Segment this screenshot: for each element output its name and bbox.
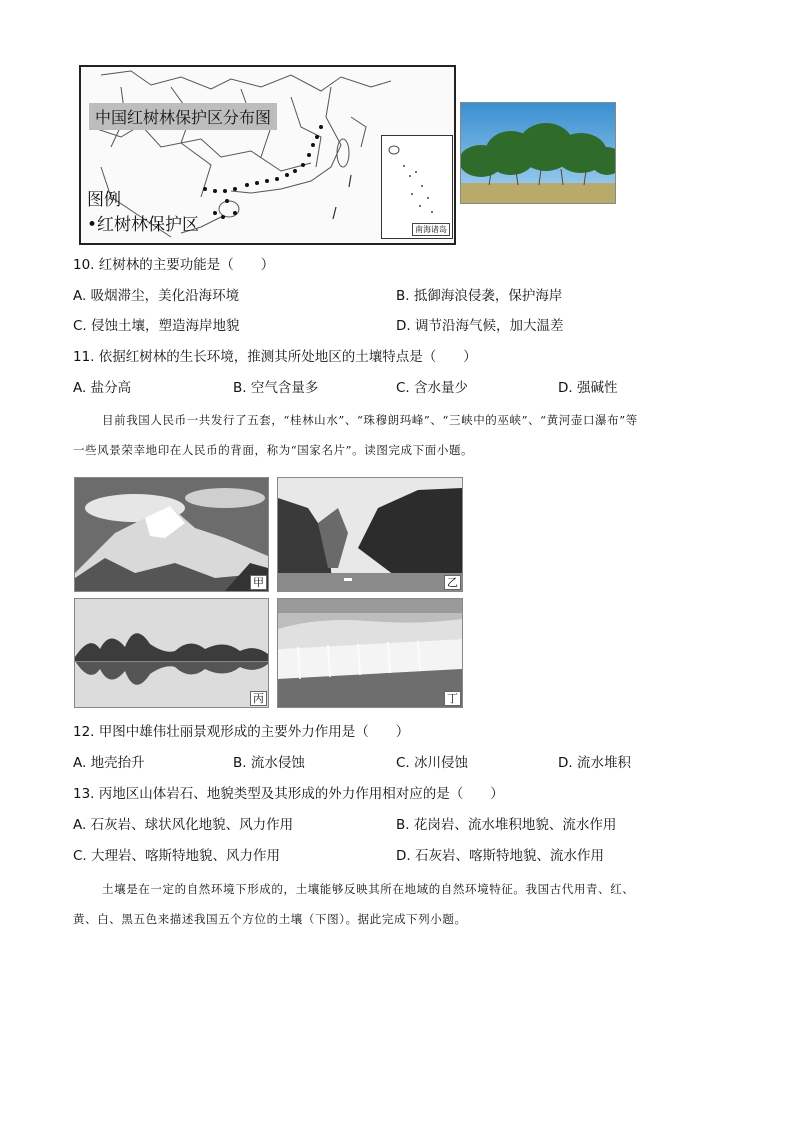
question-10-option-b[interactable]: B. 抵御海浪侵袭，保护海岸 (396, 288, 563, 304)
question-11-option-b[interactable]: B. 空气含量多 (233, 380, 319, 396)
legend-title: 图例 (87, 190, 121, 210)
question-10-option-c[interactable]: C. 侵蚀土壤，塑造海岸地貌 (73, 318, 240, 334)
legend-item-mangrove-reserve: •红树林保护区 (87, 215, 200, 235)
question-12-option-d[interactable]: D. 流水堆积 (558, 755, 631, 771)
map-title: 中国红树林保护区分布图 (89, 103, 277, 130)
question-13-option-a[interactable]: A. 石灰岩、球状风化地貌、风力作用 (73, 817, 294, 833)
photo-label-ding: 丁 (444, 691, 461, 706)
question-11-stem: 11. 依据红树林的生长环境，推测其所处地区的土壤特点是（ ） (73, 349, 477, 365)
photo-ding-graphic (278, 599, 462, 707)
passage-1-line-1: 目前我国人民币一共发行了五套，“桂林山水”、“珠穆朗玛峰”、“三峡中的巫峡”、“黄河壶口瀑布”等 (102, 413, 638, 427)
question-12-option-a[interactable]: A. 地壳抬升 (73, 755, 145, 771)
mangrove-distribution-map (79, 65, 456, 245)
question-13-option-d[interactable]: D. 石灰岩、喀斯特地貌、流水作用 (396, 848, 604, 864)
photo-jia-everest (74, 477, 269, 592)
question-11-option-c[interactable]: C. 含水量少 (396, 380, 469, 396)
photo-label-bing: 丙 (250, 691, 267, 706)
question-11-option-d[interactable]: D. 强碱性 (558, 380, 618, 396)
question-10-stem: 10. 红树林的主要功能是（ ） (73, 257, 275, 273)
question-13-option-c[interactable]: C. 大理岩、喀斯特地貌、风力作用 (73, 848, 281, 864)
question-11-option-a[interactable]: A. 盐分高 (73, 380, 132, 396)
mangrove-photo (460, 102, 616, 204)
south-china-sea-inset (381, 135, 453, 239)
photo-yi-graphic (278, 478, 462, 591)
passage-2-line-1: 土壤是在一定的自然环境下形成的，土壤能够反映其所在地域的自然环境特征。我国古代用青、红、 (102, 882, 635, 896)
photo-jia-graphic (75, 478, 268, 591)
inset-label: 南海诸岛 (412, 223, 450, 236)
question-12-stem: 12. 甲图中雄伟壮丽景观形成的主要外力作用是（ ） (73, 724, 410, 740)
question-12-option-c[interactable]: C. 冰川侵蚀 (396, 755, 469, 771)
photo-bing-graphic (75, 599, 268, 707)
mangrove-photo-graphic (461, 103, 615, 203)
question-10-option-a[interactable]: A. 吸烟滞尘，美化沿海环境 (73, 288, 240, 304)
photo-yi-three-gorges (277, 477, 463, 592)
photo-label-yi: 乙 (444, 575, 461, 590)
photo-label-jia: 甲 (250, 575, 267, 590)
passage-1-line-2: 一些风景荣幸地印在人民币的背面，称为“国家名片”。读图完成下面小题。 (73, 443, 474, 457)
question-13-stem: 13. 丙地区山体岩石、地貌类型及其形成的外力作用相对应的是（ ） (73, 786, 504, 802)
photo-bing-guilin (74, 598, 269, 708)
question-10-option-d[interactable]: D. 调节沿海气候，加大温差 (396, 318, 564, 334)
question-13-option-b[interactable]: B. 花岗岩、流水堆积地貌、流水作用 (396, 817, 617, 833)
photo-ding-hukou-waterfall (277, 598, 463, 708)
passage-2-line-2: 黄、白、黑五色来描述我国五个方位的土壤（下图）。据此完成下列小题。 (73, 912, 467, 926)
question-12-option-b[interactable]: B. 流水侵蚀 (233, 755, 305, 771)
